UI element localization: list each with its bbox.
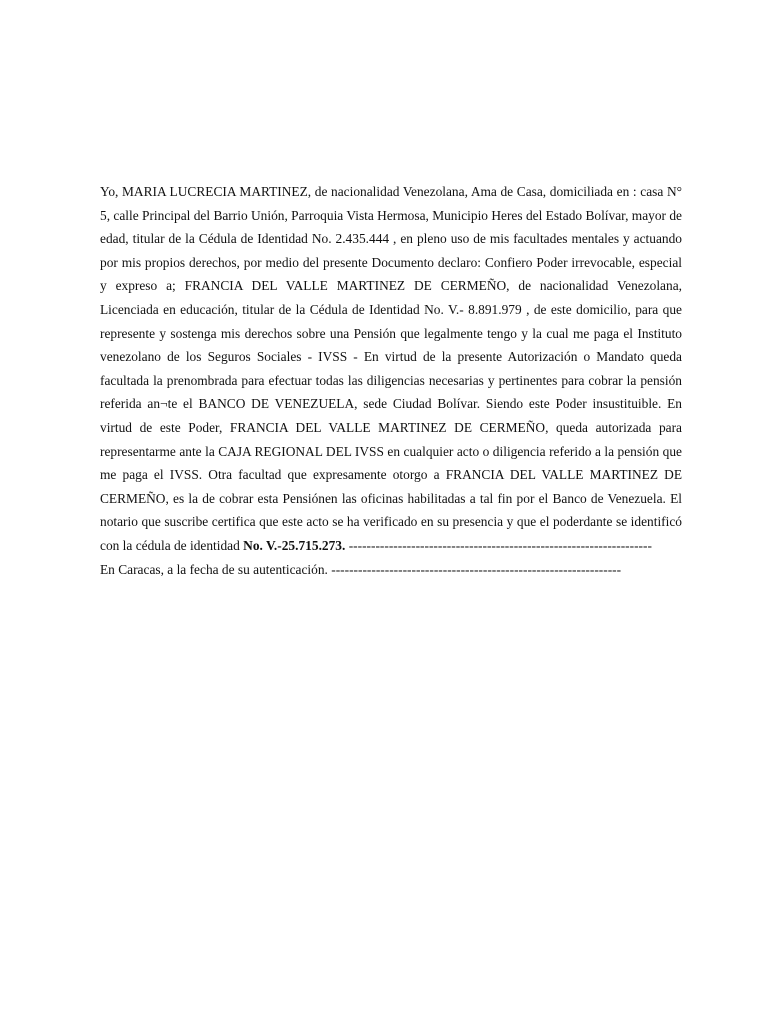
closing-dashes: ----------------------------------------------------------------- [327,561,622,577]
closing-text: En Caracas, a la fecha de su autenticación. [100,561,328,577]
power-of-attorney-paragraph [100,180,682,558]
id-line-dashes: -------------------------------------------------------------------- [345,537,652,553]
main-paragraph-text: Yo, MARIA LUCRECIA MARTINEZ, de nacionalidad Venezolana, Ama de Casa, domiciliada en : casa N° 5, calle Principal del Barrio Unión, Parroquia Vista Hermosa, Municipio Heres del Estado Bolívar, mayor de edad, titular de la Cédula de Identidad No. 2.435.444 , en pleno uso de mis facultades mentales y actuando por mis propios derechos, por medio del presente Documento declaro: Confiero Poder irrevocable, especial y expreso a; FRANCIA DEL VALLE MARTINEZ DE CERMEÑO, de nacionalidad Venezolana, Licenciada en educación, titular de la Cédula de Identidad No. V.- 8.891.979 , de este domicilio, para que represente y sostenga mis derechos sobre una Pensión que legalmente tengo y la cual me paga el Instituto venezolano de los Seguros Sociales - IVSS - En virtud de la presente Autorización o Mandato queda facultada la prenombrada para efectuar todas las diligencias necesarias y pertinentes para cobrar la pensión referida an¬te el BANCO DE VENEZUELA, sede Ciudad Bolívar. Siendo este Poder insustituible. En virtud de este Poder, FRANCIA DEL VALLE MARTINEZ DE CERMEÑO, queda autorizada para representarme ante la CAJA REGIONAL DEL IVSS en cualquier acto o diligencia referido a la pensión que me paga el IVSS. Otra facultad que expresamente otorgo a FRANCIA DEL VALLE MARTINEZ DE CERMEÑO, es la de cobrar esta Pensiónen las oficinas habilitadas a tal fin por el Banco de Venezuela. El notario que suscribe certifica que este acto se ha verificado en su presencia y que el poderdante se identificó con la cédula de identidad [100,184,682,553]
id-number: No. V.-25.715.273. [243,537,346,553]
document-body [100,180,682,581]
closing-line [100,558,682,582]
